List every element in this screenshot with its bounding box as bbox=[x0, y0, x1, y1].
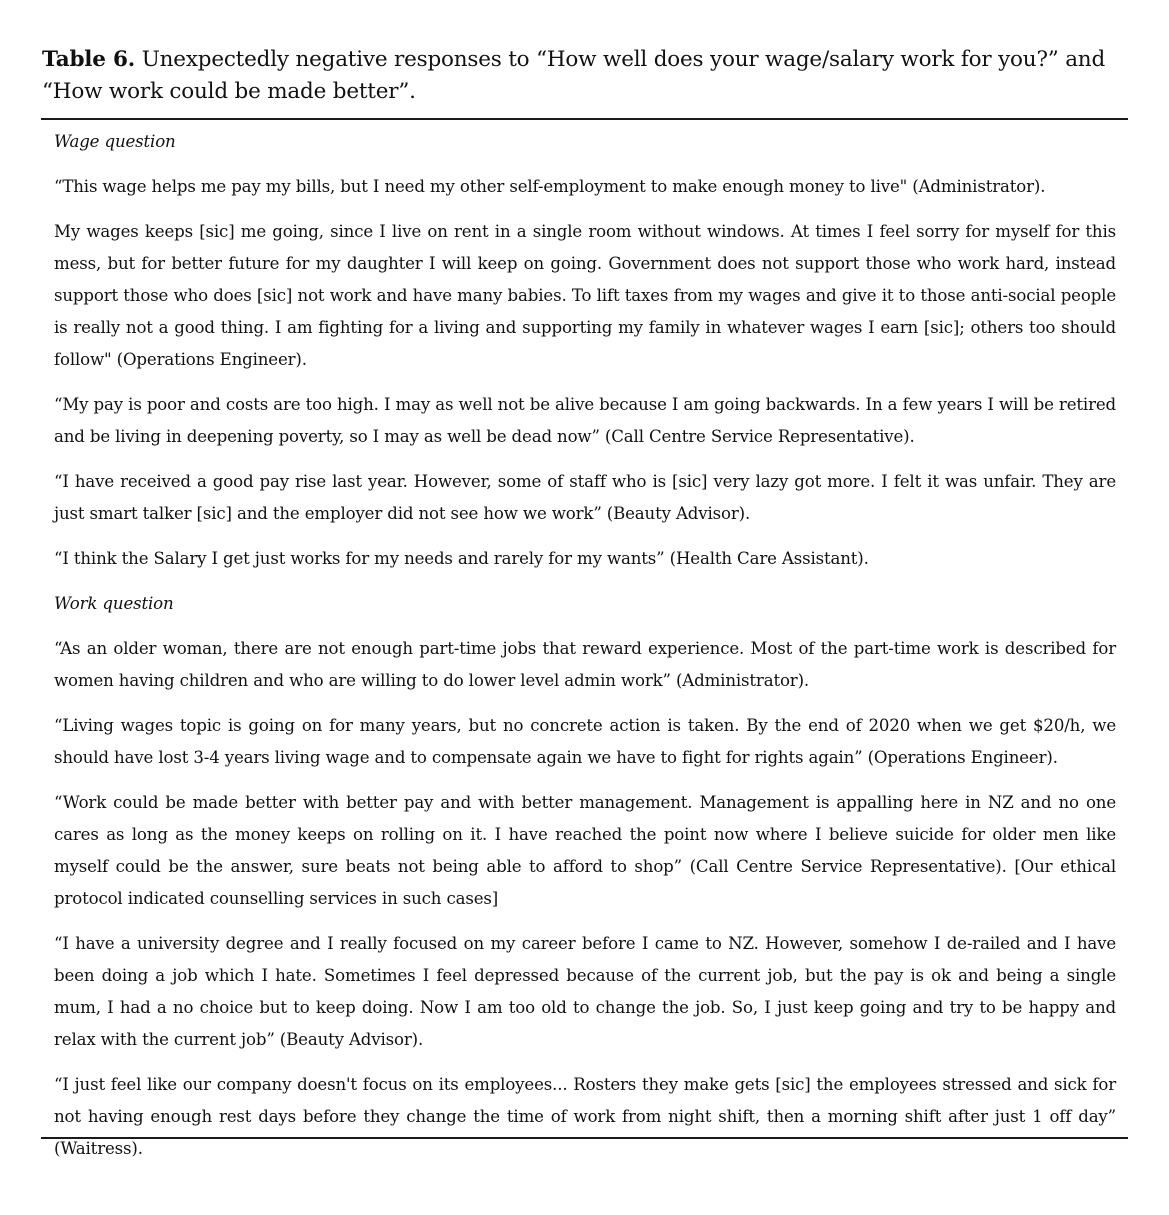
response-entry: “I have a university degree and I really focused on my career before I came to NZ. However, somehow I de-railed and I have been doing a job which I hate. Sometimes I feel depressed because of the current job, but the pay is ok and being a single mum, I had a no choice but to keep doing. Now I am too old to change the job. So, I just keep going and try to be happy and relax with the current job” (Beauty Advisor). bbox=[54, 934, 1116, 1049]
table-label: Table 6. bbox=[42, 47, 136, 72]
response-entry: “This wage helps me pay my bills, but I need my other self-employment to make enough money to live" (Administrator). bbox=[54, 177, 1046, 196]
response-entry: “I just feel like our company doesn't focus on its employees... Rosters they make gets [sic] the employees stressed and sick for not having enough rest days before they change the time of work from night shift, then a morning shift after just 1 off day” (Waitress). bbox=[54, 1075, 1116, 1158]
response-entry: “I think the Salary I get just works for my needs and rarely for my wants” (Health Care Assistant). bbox=[54, 549, 869, 568]
table-caption bbox=[42, 44, 1122, 108]
response-entry: “My pay is poor and costs are too high. I may as well not be alive because I am going backwards. In a few years I will be retired and be living in deepening poverty, so I may as well be dead now” (Call Centre Service Representative). bbox=[54, 395, 1116, 446]
section-heading-wage: Wage question bbox=[54, 132, 176, 151]
response-entry: “I have received a good pay rise last year. However, some of staff who is [sic] very lazy got more. I felt it was unfair. They are just smart talker [sic] and the employer did not see how we work” (Beauty Advisor). bbox=[54, 472, 1116, 523]
response-entry: “As an older woman, there are not enough part-time jobs that reward experience. Most of the part-time work is described for women having children and who are willing to do lower level admin work” (Administrator). bbox=[54, 639, 1116, 690]
table-body bbox=[54, 126, 1116, 1178]
section-heading-work: Work question bbox=[54, 594, 174, 613]
table-top-rule bbox=[41, 118, 1128, 120]
response-entry: “Living wages topic is going on for many years, but no concrete action is taken. By the end of 2020 when we get $20/h, we should have lost 3-4 years living wage and to compensate again we have to fight for rights again” (Operations Engineer). bbox=[54, 716, 1116, 767]
response-entry: My wages keeps [sic] me going, since I live on rent in a single room without windows. At times I feel sorry for myself for this mess, but for better future for my daughter I will keep on going. Government does not support those who work hard, instead support those who does [sic] not work and have many babies. To lift taxes from my wages and give it to those anti-social people is really not a good thing. I am fighting for a living and supporting my family in whatever wages I earn [sic]; others too should follow" (Operations Engineer). bbox=[54, 222, 1116, 369]
table-caption-text: Unexpectedly negative responses to “How well does your wage/salary work for you?” and “How work could be made better”. bbox=[42, 47, 1106, 104]
table-bottom-rule bbox=[41, 1137, 1128, 1139]
response-entry: “Work could be made better with better pay and with better management. Management is appalling here in NZ and no one cares as long as the money keeps on rolling on it. I have reached the point now where I believe suicide for older men like myself could be the answer, sure beats not being able to afford to shop” (Call Centre Service Representative). [Our ethical protocol indicated counselling services in such cases] bbox=[54, 793, 1116, 908]
